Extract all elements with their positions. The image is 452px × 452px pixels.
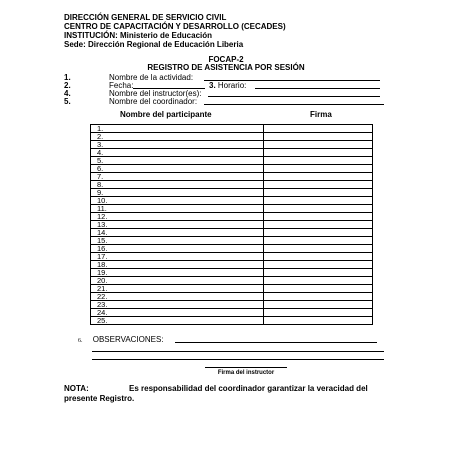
field-number: 1. (64, 73, 71, 82)
table-row (91, 205, 373, 213)
schedule-line[interactable] (255, 81, 380, 89)
signature-cell[interactable] (264, 213, 373, 221)
header-line-3: INSTITUCIÓN: Ministerio de Educación (64, 31, 213, 40)
observations-label: OBSERVACIONES: (92, 335, 164, 344)
signature-cell[interactable] (264, 181, 373, 189)
signature-cell[interactable] (264, 125, 373, 133)
table-row (91, 245, 373, 253)
activity-name-line[interactable] (204, 73, 380, 81)
participant-name-cell[interactable]: 21. (91, 285, 264, 293)
table-row (91, 221, 373, 229)
table-row (91, 213, 373, 221)
participant-name-cell[interactable]: 9. (91, 189, 264, 197)
participant-name-cell[interactable]: 17. (91, 253, 264, 261)
participant-name-cell[interactable]: 22. (91, 293, 264, 301)
table-row (91, 269, 373, 277)
table-row (91, 173, 373, 181)
signature-cell[interactable] (264, 269, 373, 277)
participant-name-cell[interactable]: 12. (91, 213, 264, 221)
field-label: Nombre del instructor(es): (109, 89, 202, 98)
field-number: 5. (64, 97, 71, 106)
note-label: NOTA: (64, 384, 89, 393)
participant-name-cell[interactable]: 7. (91, 173, 264, 181)
participant-name-cell[interactable]: 8. (91, 181, 264, 189)
participant-name-cell[interactable]: 4. (91, 149, 264, 157)
signature-cell[interactable] (264, 317, 373, 325)
signature-cell[interactable] (264, 293, 373, 301)
field-number: 3. (209, 81, 216, 90)
participant-name-cell[interactable]: 10. (91, 197, 264, 205)
observations-number: 6. (78, 338, 83, 344)
participant-name-cell[interactable]: 23. (91, 301, 264, 309)
signature-cell[interactable] (264, 261, 373, 269)
document-header (64, 13, 286, 49)
table-row (91, 149, 373, 157)
table-row (91, 253, 373, 261)
note (64, 384, 389, 404)
signature-cell[interactable] (264, 189, 373, 197)
signature-cell[interactable] (264, 149, 373, 157)
participant-name-cell[interactable]: 2. (91, 133, 264, 141)
signature-cell[interactable] (264, 165, 373, 173)
table-row (91, 229, 373, 237)
instructor-signature-label: Firma del instructor (217, 370, 275, 376)
observations-line-2[interactable] (92, 344, 384, 352)
signature-cell[interactable] (264, 205, 373, 213)
attendance-table (90, 124, 373, 325)
table-row (91, 181, 373, 189)
signature-cell[interactable] (264, 229, 373, 237)
participant-name-cell[interactable]: 15. (91, 237, 264, 245)
participant-name-cell[interactable]: 19. (91, 269, 264, 277)
table-row (91, 309, 373, 317)
table-row (91, 317, 373, 325)
instructor-signature-line[interactable] (205, 367, 287, 368)
table-row (91, 261, 373, 269)
field-label: Nombre del coordinador: (109, 97, 198, 106)
column-header-signature: Firma (310, 110, 332, 119)
signature-cell[interactable] (264, 253, 373, 261)
participant-name-cell[interactable]: 25. (91, 317, 264, 325)
observations-line-3[interactable] (92, 352, 384, 360)
instructor-line[interactable] (208, 89, 380, 97)
table-row (91, 125, 373, 133)
signature-cell[interactable] (264, 197, 373, 205)
signature-cell[interactable] (264, 141, 373, 149)
participant-name-cell[interactable]: 3. (91, 141, 264, 149)
participant-name-cell[interactable]: 11. (91, 205, 264, 213)
participant-name-cell[interactable]: 13. (91, 221, 264, 229)
participant-name-cell[interactable]: 5. (91, 157, 264, 165)
table-row (91, 189, 373, 197)
header-line-2: CENTRO DE CAPACITACIÓN Y DESARROLLO (CECADES) (64, 22, 286, 31)
table-row (91, 293, 373, 301)
form-code: FOCAP-2 (208, 55, 244, 64)
participant-name-cell[interactable]: 18. (91, 261, 264, 269)
signature-cell[interactable] (264, 221, 373, 229)
field-label: Fecha: (109, 81, 134, 90)
signature-cell[interactable] (264, 237, 373, 245)
participant-name-cell[interactable]: 24. (91, 309, 264, 317)
signature-cell[interactable] (264, 133, 373, 141)
table-row (91, 165, 373, 173)
participant-name-cell[interactable]: 14. (91, 229, 264, 237)
signature-cell[interactable] (264, 277, 373, 285)
signature-cell[interactable] (264, 301, 373, 309)
header-line-4: Sede: Dirección Regional de Educación Liberia (64, 40, 244, 49)
signature-cell[interactable] (264, 173, 373, 181)
date-line[interactable] (133, 81, 205, 89)
form-title: REGISTRO DE ASISTENCIA POR SESIÓN (147, 63, 305, 72)
field-label: Nombre de la actividad: (109, 73, 194, 82)
participant-name-cell[interactable]: 20. (91, 277, 264, 285)
participant-name-cell[interactable]: 6. (91, 165, 264, 173)
table-row (91, 285, 373, 293)
table-row (91, 133, 373, 141)
header-line-1: DIRECCIÓN GENERAL DE SERVICIO CIVIL (64, 13, 227, 22)
signature-cell[interactable] (264, 157, 373, 165)
table-row (91, 277, 373, 285)
signature-cell[interactable] (264, 309, 373, 317)
signature-cell[interactable] (264, 245, 373, 253)
field-number: 2. (64, 81, 71, 90)
participant-name-cell[interactable]: 1. (91, 125, 264, 133)
signature-cell[interactable] (264, 285, 373, 293)
observations-line-1[interactable] (175, 335, 377, 343)
participant-name-cell[interactable]: 16. (91, 245, 264, 253)
field-label: Horario: (217, 81, 247, 90)
column-header-participant: Nombre del participante (120, 110, 212, 119)
table-row (91, 197, 373, 205)
table-row (91, 157, 373, 165)
field-number: 4. (64, 89, 71, 98)
coordinator-line[interactable] (204, 97, 384, 105)
note-text: Es responsabilidad del coordinador garantizar la veracidad del presente Registro. (64, 384, 368, 403)
table-row (91, 141, 373, 149)
table-row (91, 237, 373, 245)
table-row (91, 301, 373, 309)
